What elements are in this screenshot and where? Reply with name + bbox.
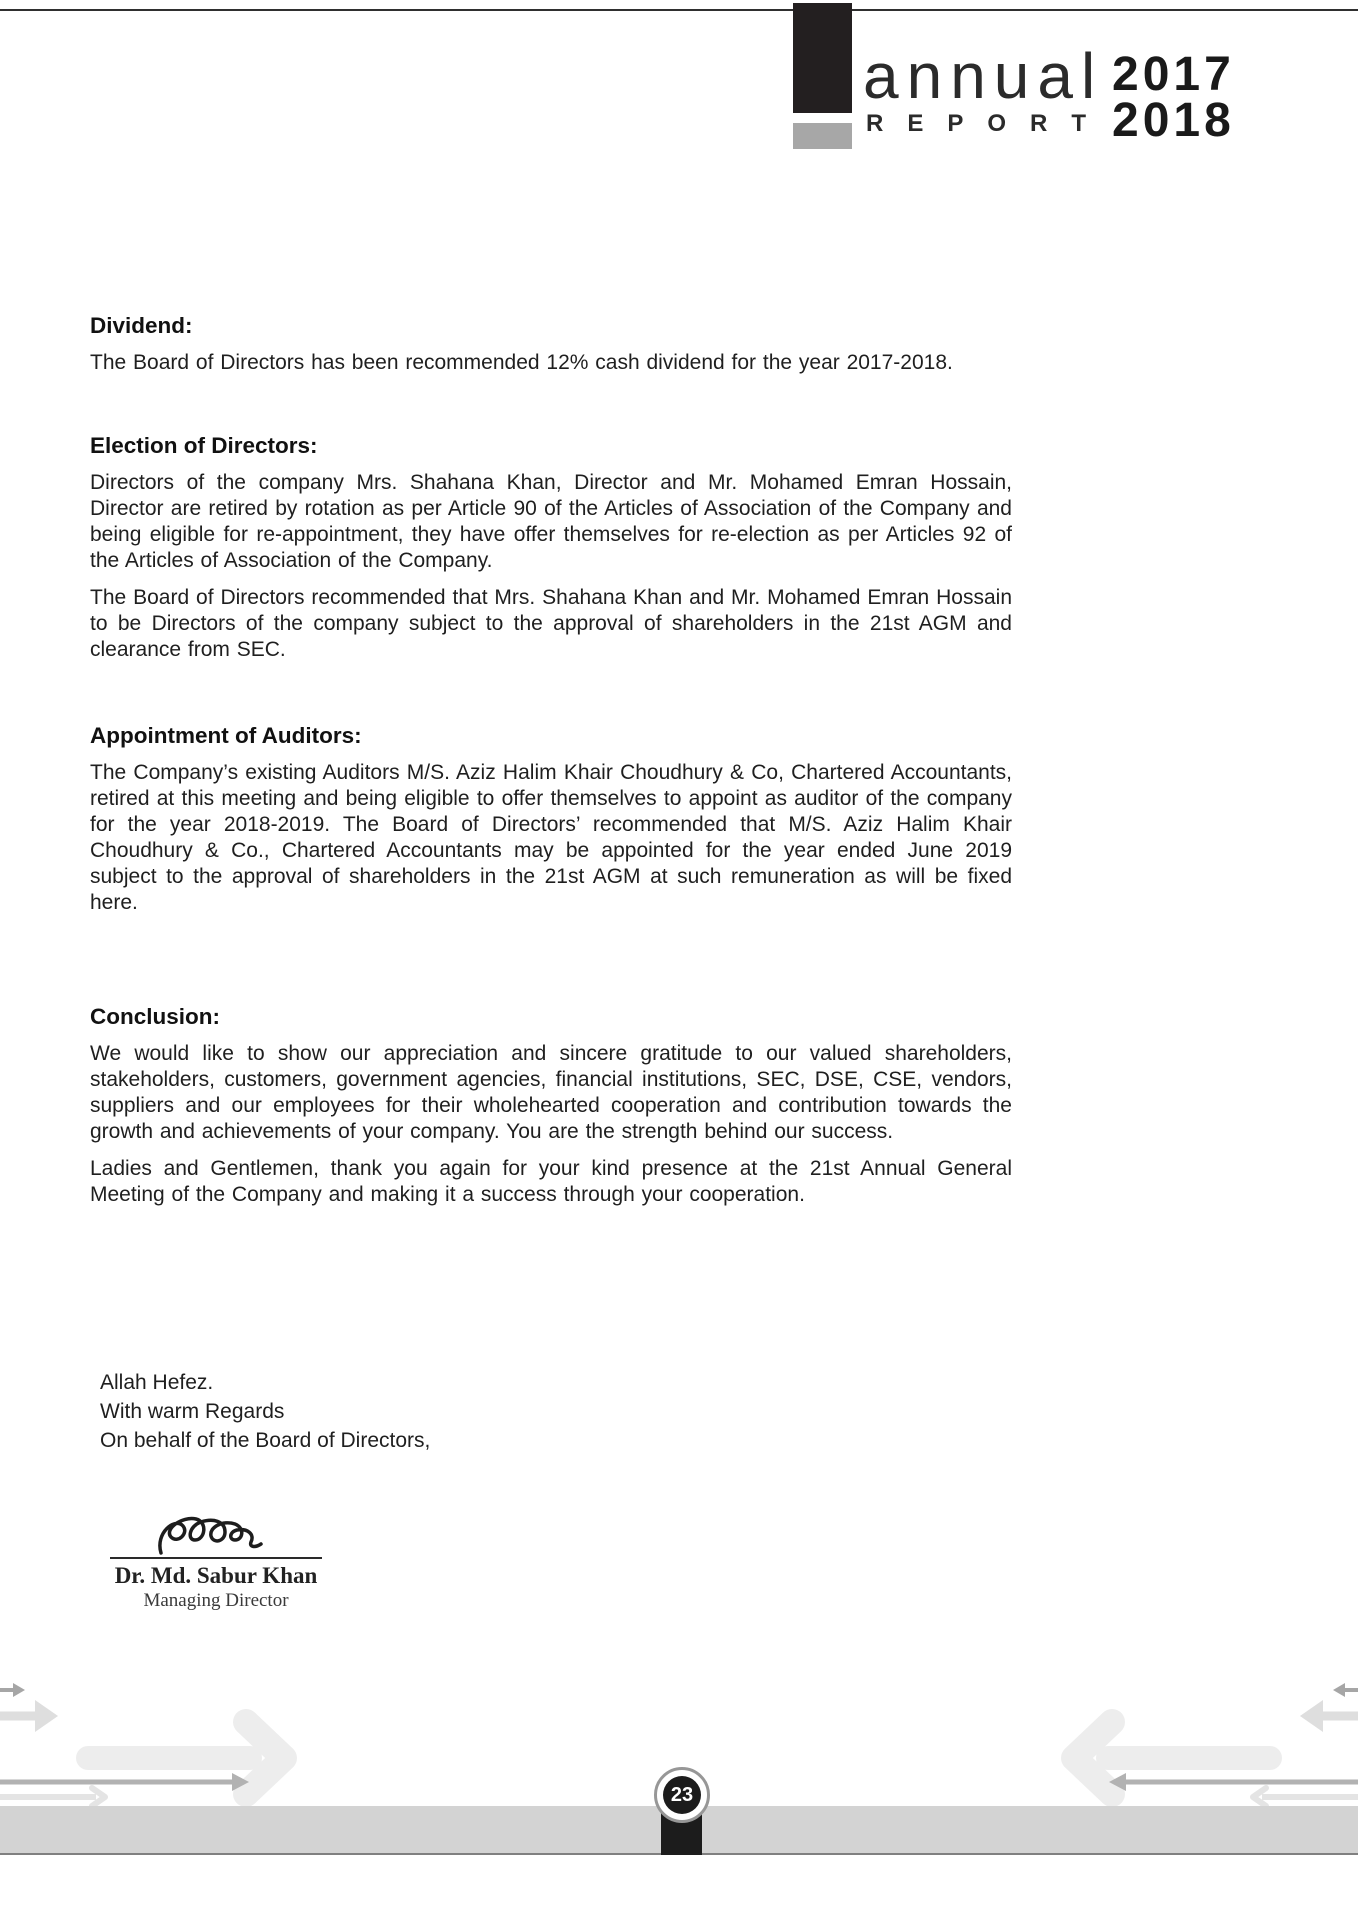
section-dividend: [90, 313, 1012, 376]
section-heading: Election of Directors:: [90, 433, 318, 458]
paragraph: The Board of Directors recommended that Mrs. Shahana Khan and Mr. Mohamed Emran Hossain to be Directors of the company subject to the approval of shareholders in the 21st AGM and clearance from SEC.: [90, 586, 1012, 661]
brand-black-square: [793, 3, 852, 113]
section-heading: Dividend:: [90, 313, 193, 338]
signature-block: [110, 1511, 322, 1612]
arrows-left-group: [0, 1683, 284, 1806]
arrows-right-group: [1074, 1683, 1358, 1806]
page-number-badge: [654, 1767, 710, 1823]
brand-gray-square: [793, 123, 852, 149]
brand-report: REPORT: [866, 110, 1111, 137]
brand-years: [1112, 48, 1235, 147]
closing-line: Allah Hefez.: [100, 1371, 214, 1394]
section-election-of-directors: [90, 433, 1012, 663]
signature-scribble-icon: [151, 1511, 281, 1561]
section-heading: Conclusion:: [90, 1004, 220, 1029]
paragraph: Directors of the company Mrs. Shahana Khan, Director and Mr. Mohamed Emran Hossain, Director are retired by rotation as per Article 90 of the Articles of Association of the Company and being eligible for re-appointment, they have offer themselves for re-election as per Articles 92 of the Articles of Association of the Company.: [90, 471, 1012, 572]
top-rule: [0, 9, 1358, 11]
closing-line: With warm Regards: [100, 1400, 285, 1423]
paragraph: We would like to show our appreciation and sincere gratitude to our valued shareholders, stakeholders, customers, government agencies, financial institutions, SEC, DSE, CSE, vendors, suppliers and our employees for their wholehearted cooperation and contribution towards the growth and achievements of your company. You are the strength behind our success.: [90, 1042, 1012, 1143]
section-conclusion: [90, 1004, 1012, 1208]
section-appointment-of-auditors: [90, 723, 1012, 916]
signatory-title: Managing Director: [143, 1590, 289, 1611]
paragraph: The Board of Directors has been recommended 12% cash dividend for the year 2017-2018.: [90, 351, 953, 374]
closing-block: [90, 1368, 1012, 1455]
signatory-name: Dr. Md. Sabur Khan: [114, 1563, 318, 1588]
section-heading: Appointment of Auditors:: [90, 723, 362, 748]
paragraph: Ladies and Gentlemen, thank you again for your kind presence at the 21st Annual General Meeting of the Company and making it a success through your cooperation.: [90, 1157, 1012, 1206]
signature-rule: [110, 1557, 322, 1559]
year-bottom: 2018: [1112, 93, 1235, 147]
brand-annual: annual: [863, 40, 1104, 112]
closing-line: On behalf of the Board of Directors,: [100, 1429, 431, 1452]
paragraph: The Company’s existing Auditors M/S. Aziz Halim Khair Choudhury & Co, Chartered Accountants, retired at this meeting and being eligible to offer themselves to appoint as auditor of the company for the year 2018-2019. The Board of Directors’ recommended that M/S. Aziz Halim Khair Choudhury & Co., Chartered Accountants may be appointed for the year ended June 2019 subject to the approval of shareholders in the 21st AGM at such remuneration as will be fixed here.: [90, 761, 1012, 914]
page-number: 23: [663, 1776, 701, 1814]
year-top: 2017: [1112, 48, 1235, 101]
main-content: [90, 313, 1012, 1612]
